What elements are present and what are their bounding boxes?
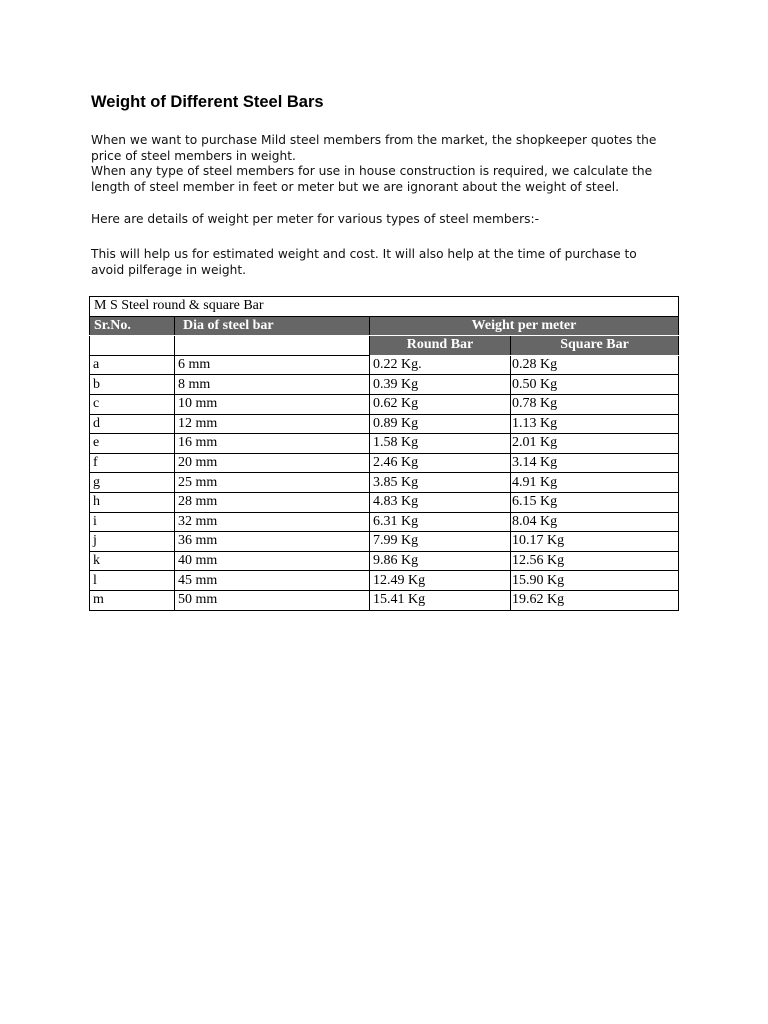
intro-paragraph-purchase — [91, 133, 679, 195]
intro-line: length of steel member in feet or meter but we are ignorant about the weight of steel. — [91, 179, 619, 194]
cell-round-bar: 0.22 Kg. — [370, 355, 511, 375]
header-round-bar: Round Bar — [370, 336, 511, 356]
table-row — [90, 453, 679, 473]
cell-srno: i — [90, 512, 175, 532]
cell-round-bar: 9.86 Kg — [370, 551, 511, 571]
cell-srno: g — [90, 473, 175, 493]
cell-square-bar: 12.56 Kg — [511, 551, 679, 571]
cell-dia: 32 mm — [175, 512, 370, 532]
table-caption: M S Steel round & square Bar — [90, 297, 679, 317]
cell-square-bar: 10.17 Kg — [511, 532, 679, 552]
cell-dia: 6 mm — [175, 355, 370, 375]
cell-srno: c — [90, 394, 175, 414]
cell-round-bar: 4.83 Kg — [370, 492, 511, 512]
table-row — [90, 532, 679, 552]
table-subheader-row — [90, 336, 679, 356]
table-row — [90, 394, 679, 414]
cell-square-bar: 2.01 Kg — [511, 434, 679, 454]
subheader-blank-cell — [175, 336, 370, 356]
cell-dia: 16 mm — [175, 434, 370, 454]
table-header-row — [90, 316, 679, 336]
cell-dia: 10 mm — [175, 394, 370, 414]
cell-dia: 28 mm — [175, 492, 370, 512]
intro-paragraph-estimate — [91, 247, 679, 278]
intro-line: This will help us for estimated weight and cost. It will also help at the time of purchase to — [91, 247, 637, 261]
cell-round-bar: 6.31 Kg — [370, 512, 511, 532]
cell-dia: 50 mm — [175, 590, 370, 610]
cell-srno: e — [90, 434, 175, 454]
cell-square-bar: 15.90 Kg — [511, 571, 679, 591]
cell-dia: 12 mm — [175, 414, 370, 434]
table-row — [90, 434, 679, 454]
cell-srno: h — [90, 492, 175, 512]
cell-srno: j — [90, 532, 175, 552]
cell-square-bar: 0.28 Kg — [511, 355, 679, 375]
header-srno: Sr.No. — [90, 316, 175, 336]
intro-line: When we want to purchase Mild steel members from the market, the shopkeeper quotes the — [91, 133, 657, 147]
cell-square-bar: 4.91 Kg — [511, 473, 679, 493]
table-row — [90, 355, 679, 375]
cell-srno: k — [90, 551, 175, 571]
header-square-bar: Square Bar — [511, 336, 679, 356]
intro-paragraph-details — [91, 212, 679, 228]
cell-srno: d — [90, 414, 175, 434]
cell-square-bar: 0.78 Kg — [511, 394, 679, 414]
steel-weight-table — [89, 296, 679, 611]
table-row — [90, 512, 679, 532]
table-caption-row — [90, 297, 679, 317]
cell-srno: f — [90, 453, 175, 473]
page-title: Weight of Different Steel Bars — [91, 93, 324, 111]
table-row — [90, 571, 679, 591]
cell-round-bar: 1.58 Kg — [370, 434, 511, 454]
table-row — [90, 551, 679, 571]
table-row — [90, 375, 679, 395]
intro-line: price of steel members in weight. — [91, 148, 296, 163]
cell-srno: a — [90, 355, 175, 375]
table-row — [90, 590, 679, 610]
cell-square-bar: 6.15 Kg — [511, 492, 679, 512]
table-row — [90, 492, 679, 512]
intro-line: When any type of steel members for use in house construction is required, we calculate the — [91, 164, 653, 178]
cell-square-bar: 0.50 Kg — [511, 375, 679, 395]
header-dia: Dia of steel bar — [175, 316, 370, 336]
table-row — [90, 414, 679, 434]
cell-square-bar: 3.14 Kg — [511, 453, 679, 473]
cell-srno: m — [90, 590, 175, 610]
cell-round-bar: 3.85 Kg — [370, 473, 511, 493]
cell-round-bar: 2.46 Kg — [370, 453, 511, 473]
cell-round-bar: 0.89 Kg — [370, 414, 511, 434]
cell-round-bar: 7.99 Kg — [370, 532, 511, 552]
table-row — [90, 473, 679, 493]
cell-square-bar: 8.04 Kg — [511, 512, 679, 532]
cell-round-bar: 15.41 Kg — [370, 590, 511, 610]
intro-line: avoid pilferage in weight. — [91, 262, 246, 277]
cell-square-bar: 1.13 Kg — [511, 414, 679, 434]
subheader-blank-cell — [90, 336, 175, 356]
cell-dia: 40 mm — [175, 551, 370, 571]
cell-round-bar: 0.39 Kg — [370, 375, 511, 395]
cell-srno: b — [90, 375, 175, 395]
header-weight-per-meter: Weight per meter — [370, 316, 679, 336]
intro-line: Here are details of weight per meter for various types of steel members:- — [91, 212, 539, 226]
cell-square-bar: 19.62 Kg — [511, 590, 679, 610]
cell-dia: 45 mm — [175, 571, 370, 591]
cell-srno: l — [90, 571, 175, 591]
cell-dia: 8 mm — [175, 375, 370, 395]
cell-round-bar: 12.49 Kg — [370, 571, 511, 591]
cell-dia: 36 mm — [175, 532, 370, 552]
cell-round-bar: 0.62 Kg — [370, 394, 511, 414]
cell-dia: 20 mm — [175, 453, 370, 473]
cell-dia: 25 mm — [175, 473, 370, 493]
